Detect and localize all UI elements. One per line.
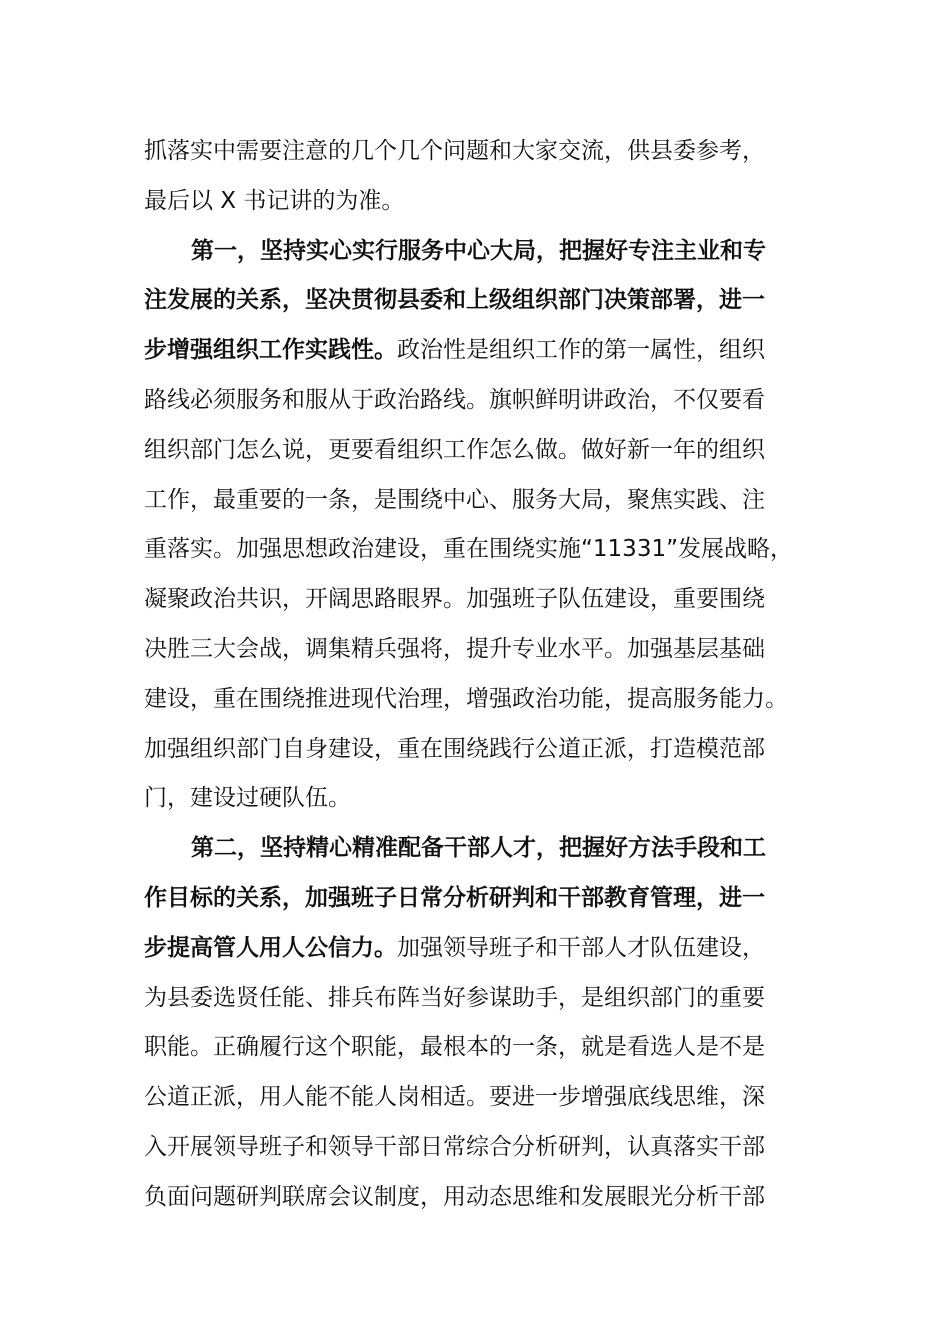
bold-heading-text: 第一，坚持实心实行服务中心大局，把握好专注主业和专 — [191, 237, 766, 264]
body-text: 公道正派，用人能不能人岗相适。要进一步增强底线思维，深 — [144, 1084, 765, 1111]
text-line — [144, 675, 824, 725]
body-text: 加强组织部门自身建设，重在围绕践行公道正派，打造模范部 — [144, 735, 765, 762]
text-line — [144, 625, 824, 675]
text-line — [144, 725, 824, 775]
text-line — [144, 1073, 824, 1123]
body-text: 政治性是组织工作的第一属性，组织 — [397, 337, 765, 364]
text-line — [144, 974, 824, 1024]
body-text: 加强领导班子和干部人才队伍建设， — [397, 934, 765, 961]
body-text: 凝聚政治共识，开阔思路眼界。加强班子队伍建设，重要围绕 — [144, 586, 765, 613]
body-text: 重落实。加强思想政治建设，重在围绕实施“11331”发展战略， — [144, 536, 793, 563]
text-line — [144, 177, 824, 227]
text-line — [144, 127, 824, 177]
text-line — [144, 1023, 824, 1073]
bold-heading-text: 注发展的关系，坚决贯彻县委和上级组织部门决策部署，进一 — [144, 287, 765, 314]
paragraph-first-line — [144, 227, 824, 277]
text-line — [144, 426, 824, 476]
body-text: 工作，最重要的一条，是围绕中心、服务大局，聚焦实践、注 — [144, 486, 765, 513]
body-text: 抓落实中需要注意的几个几个问题和大家交流，供县委参考， — [144, 138, 765, 164]
body-text: 路线必须服务和服从于政治路线。旗帜鲜明讲政治，不仅要看 — [144, 386, 765, 413]
text-line — [144, 874, 824, 924]
bold-heading-text: 步提高管人用人公信力。 — [144, 934, 397, 961]
text-line — [144, 1173, 824, 1223]
body-text: 为县委选贤任能、排兵布阵当好参谋助手，是组织部门的重要 — [144, 984, 765, 1011]
document-body — [144, 127, 824, 1223]
body-text: 决胜三大会战，调集精兵强将，提升专业水平。加强基层基础 — [144, 635, 765, 662]
text-line — [144, 1123, 824, 1173]
text-line — [144, 774, 824, 824]
body-text: 建设，重在围绕推进现代治理，增强政治功能，提高服务能力。 — [144, 685, 788, 712]
bold-heading-text: 第二，坚持精心精准配备干部人才，把握好方法手段和工 — [191, 835, 766, 862]
text-line — [144, 476, 824, 526]
text-line — [144, 326, 824, 376]
body-text: 入开展领导班子和领导干部日常综合分析研判，认真落实干部 — [144, 1133, 765, 1160]
text-line — [144, 276, 824, 326]
body-text: 负面问题研判联席会议制度，用动态思维和发展眼光分析干部 — [144, 1183, 765, 1210]
text-line — [144, 575, 824, 625]
bold-heading-text: 作目标的关系，加强班子日常分析研判和干部教育管理，进一 — [144, 884, 765, 911]
body-text: 组织部门怎么说，更要看组织工作怎么做。做好新一年的组织 — [144, 436, 765, 463]
paragraph-first-line — [144, 824, 824, 874]
body-text: 门，建设过硬队伍。 — [144, 785, 351, 812]
bold-heading-text: 步增强组织工作实践性。 — [144, 337, 397, 364]
body-text: 职能。正确履行这个职能，最根本的一条，就是看选人是不是 — [144, 1034, 765, 1061]
body-text: 最后以 X 书记讲的为准。 — [144, 187, 405, 214]
text-line — [144, 924, 824, 974]
text-line — [144, 525, 824, 575]
text-line — [144, 376, 824, 426]
